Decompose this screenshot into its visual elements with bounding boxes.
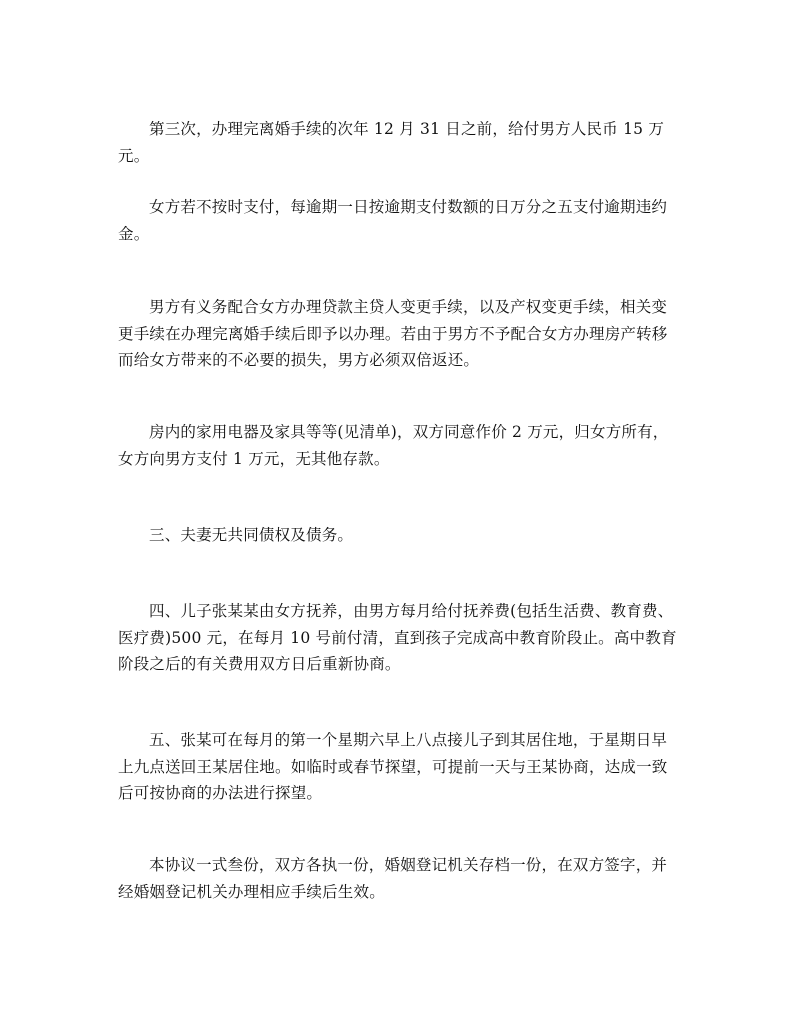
paragraph-furniture-appliances: 房内的家用电器及家具等等(见清单)，双方同意作价 2 万元，归女方所有，女方向男方支付 1 万元，无其他存款。 xyxy=(118,423,669,468)
paragraph-third-payment: 第三次，办理完离婚手续的次年 12 月 31 日之前，给付男方人民币 15 万元。 xyxy=(118,120,665,165)
paragraph-loan-transfer: 男方有义务配合女方办理贷款主贷人变更手续，以及产权变更手续，相关变更手续在办理完离婚手续后即予以办理。若由于男方不予配合女方办理房产转移而给女方带来的不必要的损失，男方必须双倍返还。 xyxy=(118,298,668,369)
paragraph-no-joint-debts: 三、夫妻无共同债权及债务。 xyxy=(149,526,354,544)
paragraph-visitation: 五、张某可在每月的第一个星期六早上八点接儿子到其居住地，于星期日早上九点送回王某居住地。如临时或春节探望，可提前一天与王某协商，达成一致后可按协商的办法进行探望。 xyxy=(118,731,668,802)
paragraph-child-support: 四、儿子张某某由女方抚养，由男方每月给付抚养费(包括生活费、教育费、医疗费)500 元，在每月 10 号前付清，直到孩子完成高中教育阶段止。高中教育阶段之后的有关费用双方日后重新协商。 xyxy=(118,602,677,673)
paragraph-late-penalty: 女方若不按时支付，每逾期一日按逾期支付数额的日万分之五支付逾期违约金。 xyxy=(118,198,668,243)
paragraph-agreement-copies: 本协议一式叁份，双方各执一份，婚姻登记机关存档一份，在双方签字，并经婚姻登记机关办理相应手续后生效。 xyxy=(118,856,668,901)
